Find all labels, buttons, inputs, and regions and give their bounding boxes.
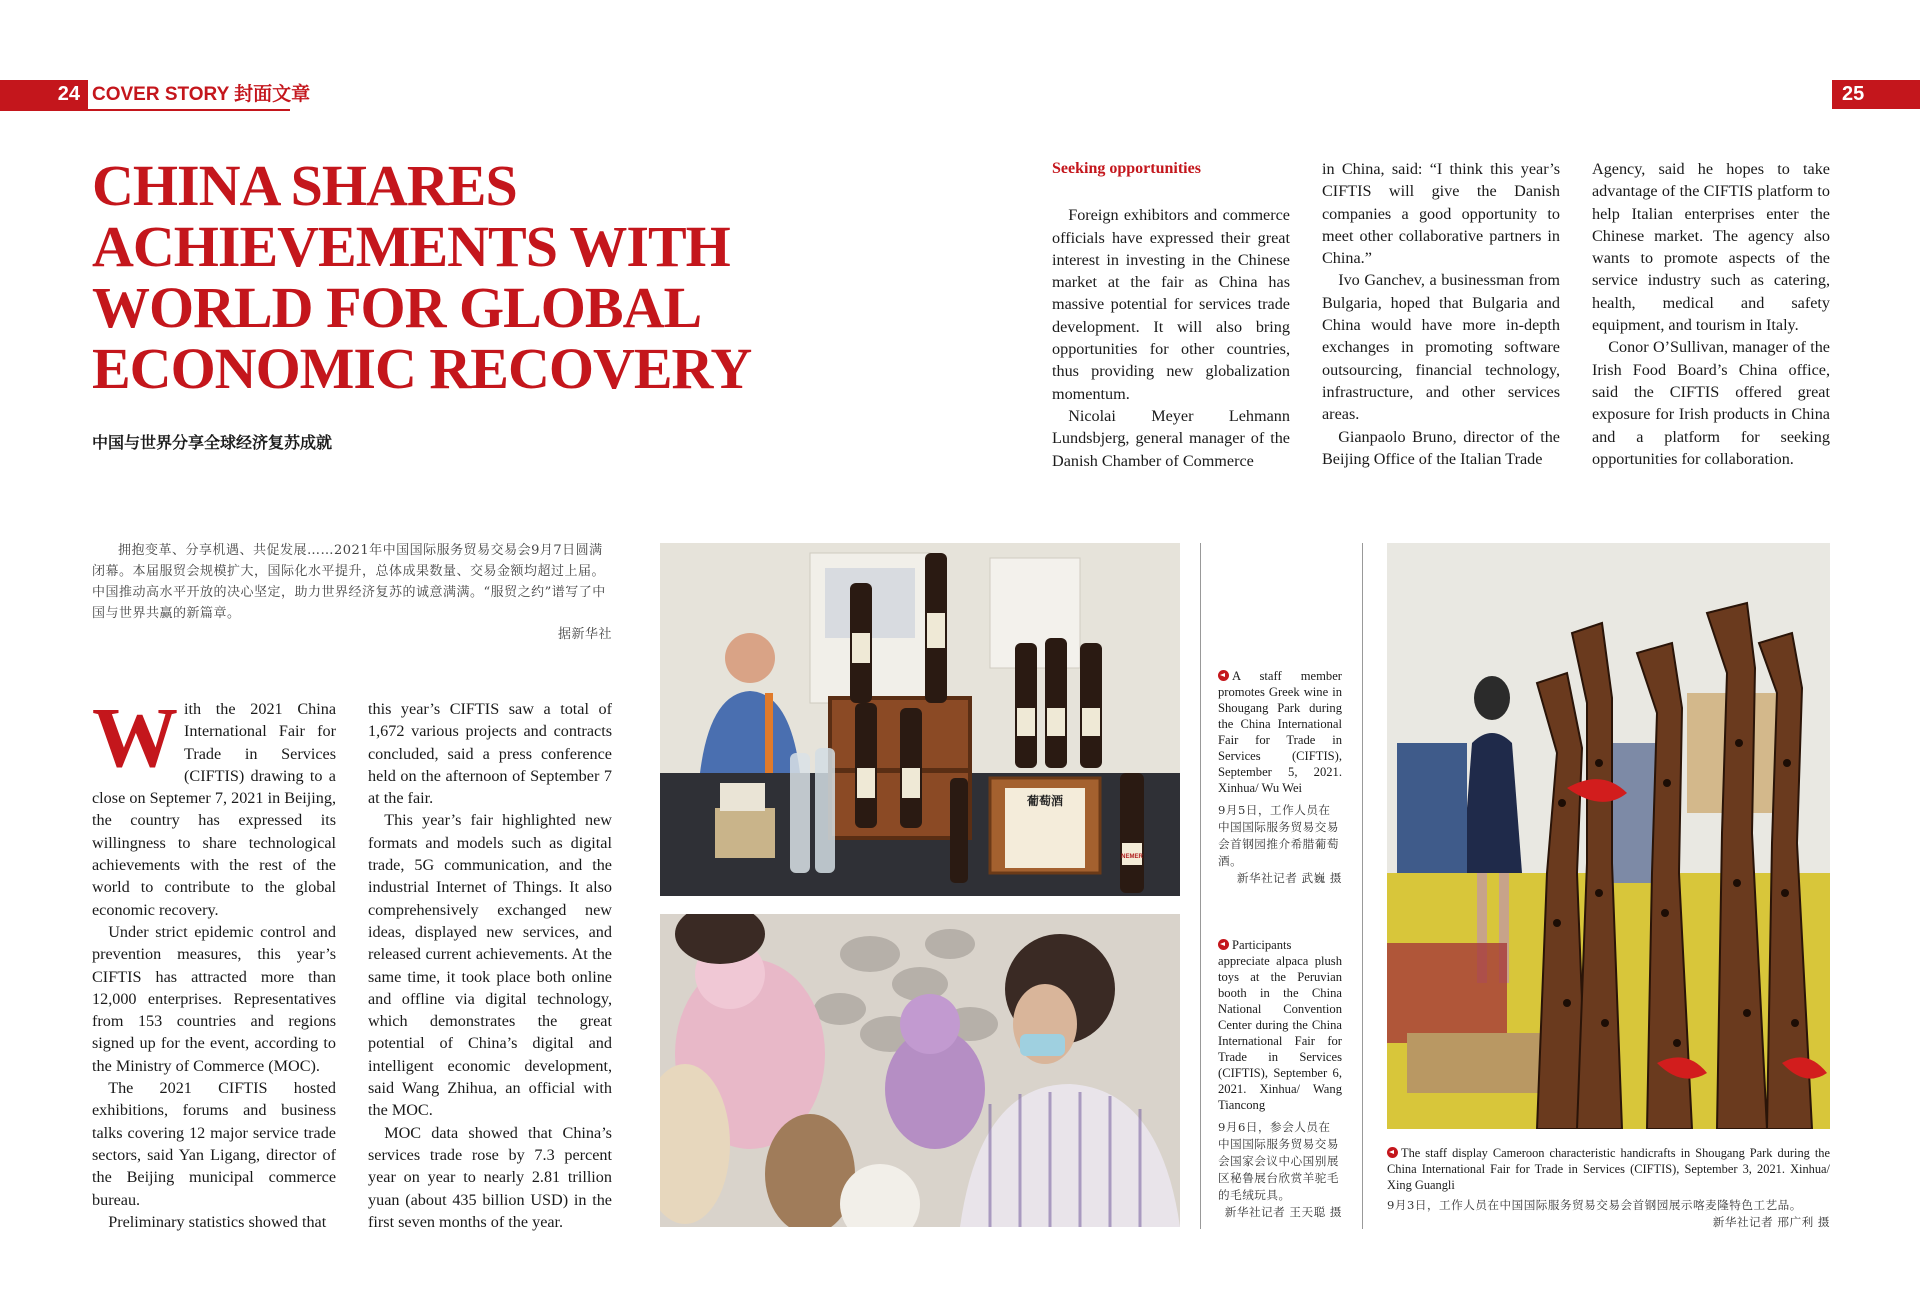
page-number-left: 24 — [0, 80, 88, 109]
intro-chinese — [92, 540, 612, 645]
caption-wine-cn: 9月5日，工作人员在中国国际服务贸易交易会首钢园推介希腊葡萄酒。 — [1218, 803, 1339, 868]
caption-alpaca-en: Participants appreciate alpaca plush toys at the Peruvian booth in the China National Convention Center during the China International Fair for Trade in Services (CIFTIS), September 6, 2021. Xinhua/ Wang Tiancong — [1218, 938, 1342, 1112]
body-paragraph: Foreign exhibitors and commerce officials have expressed their great interest in investing in the Chinese market at the fair as China has massive potential for services trade development. It will also bring opportunities for other countries, thus providing new globalization momentum. — [1052, 206, 1290, 403]
section-label: COVER STORY 封面文章 — [92, 84, 311, 105]
body-paragraph: Ivo Ganchev, a businessman from Bulgaria, hoped that Bulgaria and China would have more in-depth exchanges in promoting software outsourcing, financial technology, infrastructure, and other services areas. — [1322, 271, 1560, 424]
caption-alpaca-cn: 9月6日，参会人员在中国国际服务贸易交易会国家会议中心国别展区秘鲁展台欣赏羊驼毛的毛绒玩具。 — [1218, 1120, 1339, 1202]
intro-source: 据新华社 — [557, 627, 612, 642]
caption-giraffe-credit: 新华社记者 邢广利 摄 — [1712, 1215, 1830, 1229]
arrow-left-icon — [1218, 670, 1229, 681]
arrow-up-icon — [1387, 1147, 1398, 1158]
headline: CHINA SHARES ACHIEVEMENTS WITH WORLD FOR GLOBAL ECONOMIC RECOVERY — [92, 153, 752, 401]
caption-giraffe-cn: 9月3日，工作人员在中国国际服务贸易交易会首钢园展示喀麦隆特色工艺品。 — [1387, 1198, 1802, 1212]
caption-wine-en: A staff member promotes Greek wine in Shougang Park during the China International Fair for Trade in Services (CIFTIS), September 5, 2021. Xinhua/ Wu Wei — [1218, 669, 1342, 795]
photo-alpaca-booth — [660, 914, 1180, 1227]
arrow-left-icon — [1218, 939, 1229, 950]
caption-alpaca — [1218, 937, 1342, 1221]
body-paragraph: this year’s CIFTIS saw a total of 1,672 various projects and contracts concluded, said a press conference held on the afternoon of September 7 at the fair. — [368, 700, 612, 808]
section-heading: Seeking opportunities — [1052, 160, 1201, 177]
caption-giraffe — [1387, 1145, 1830, 1231]
column-divider — [1362, 543, 1363, 1229]
body-column-3 — [1052, 158, 1290, 472]
subtitle-chinese: 中国与世界分享全球经济复苏成就 — [92, 433, 333, 452]
body-paragraph: This year’s fair highlighted new formats and models such as digital trade, 5G communication, and the industrial Internet of Things. It also comprehensively exchanged new ideas, displayed new services, and released current achievements. At the same time, it took place both online and offline via digital technology, which demonstrates the great potential of China’s digital and intelligent economic development, said Wang Zhihua, an official with the MOC. — [368, 811, 612, 1120]
caption-wine — [1218, 668, 1342, 887]
body-paragraph: Conor O’Sullivan, manager of the Irish Food Board’s China office, said the CIFTIS offered great exposure for Irish products in China and a platform for seeking opportunities for collaboration. — [1592, 338, 1830, 468]
wine-bottle-label: NEMER — [1121, 854, 1143, 860]
body-paragraph: in China, said: “I think this year’s CIFTIS will give the Danish companies a good opportunity to meet other collaborative partners in China.” — [1322, 160, 1560, 268]
body-column-5 — [1592, 158, 1830, 470]
drop-cap: W — [92, 689, 178, 785]
body-paragraph: Preliminary statistics showed that — [108, 1212, 327, 1231]
body-paragraph: The 2021 CIFTIS hosted exhibitions, forums and business talks covering 12 major service trade sectors, said Yan Ligang, director of the Beijing municipal commerce bureau. — [92, 1079, 336, 1209]
body-column-2 — [368, 698, 612, 1233]
caption-alpaca-credit: 新华社记者 王天聪 摄 — [1224, 1205, 1342, 1219]
caption-giraffe-en: The staff display Cameroon characteristic handicrafts in Shougang Park during the China International Fair for Trade in Services (CIFTIS), September 3, 2021. Xinhua/ Xing Guangli — [1387, 1146, 1830, 1192]
caption-wine-credit: 新华社记者 武巍 摄 — [1236, 871, 1342, 885]
body-paragraph: MOC data showed that China’s services trade rose by 7.3 percent year on year to nearly 2.81 trillion yuan (about 435 billion USD) in the first seven months of the year. — [368, 1123, 612, 1231]
body-paragraph: Agency, said he hopes to take advantage of the CIFTIS platform to help Italian enterprises enter the Chinese market. The agency also wants to promote aspects of the service industry such as catering, health, medical and safety equipment, and tourism in Italy. — [1592, 160, 1830, 335]
intro-chinese-text: 拥抱变革、分享机遇、共促发展……2021年中国国际服务贸易交易会9月7日圆满闭幕。本届服贸会规模扩大，国际化水平提升，总体成果数量、交易金额均超过上届。中国推动高水平开放的决心坚定，助力世界经济复苏的诚意满满。“服贸之约”谱写了中国与世界共赢的新篇章。 — [92, 543, 606, 621]
photo-wine-booth — [660, 543, 1180, 896]
body-column-4 — [1322, 158, 1560, 470]
wine-booth-illustration — [660, 543, 1180, 896]
body-paragraph: Nicolai Meyer Lehmann Lundsbjerg, general manager of the Danish Chamber of Commerce — [1052, 406, 1290, 470]
body-paragraph: ith the 2021 China International Fair for Trade in Services (CIFTIS) drawing to a close on Septemer 7, 2021 in Beijing, the country has expressed its willingness to share technological achievements with the rest of the world to contribute to the global economic recovery. — [92, 700, 336, 919]
body-paragraph: Under strict epidemic control and prevention measures, this year’s CIFTIS has attracted more than 12,000 enterprises. Representatives from 153 countries and regions signed up for the event, according to the Ministry of Commerce (MOC). — [92, 922, 336, 1075]
wine-sign: 葡萄酒 — [1026, 794, 1064, 808]
photo-giraffe-handicrafts — [1387, 543, 1830, 1129]
page-number-right: 25 — [1832, 80, 1920, 109]
body-column-1 — [92, 689, 336, 1233]
body-paragraph: Gianpaolo Bruno, director of the Beijing Office of the Italian Trade — [1322, 427, 1560, 468]
column-divider — [1200, 543, 1201, 1229]
